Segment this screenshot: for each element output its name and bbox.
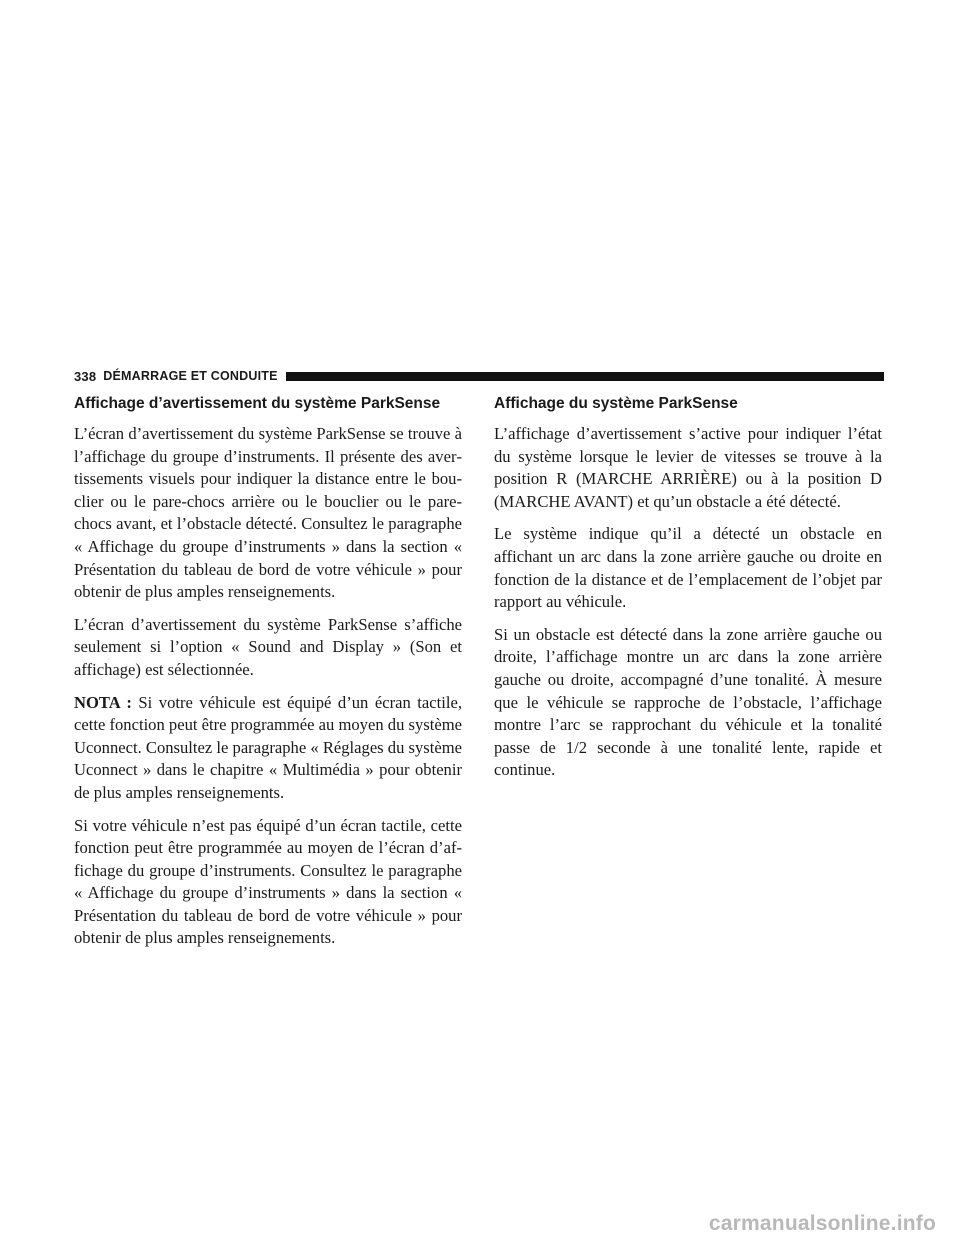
page-header <box>74 366 884 386</box>
left-column <box>74 394 462 960</box>
right-heading: Affichage du système ParkSense <box>494 395 738 412</box>
right-column <box>494 394 882 792</box>
right-paragraph-3: Si un obstacle est détecté dans la zone arrière gauche ou droite, l’affichage montre un arc dans la zone arrière gauche ou droite, accompagné d’une tonalité. À mesure que le véhicule se rapproche de l’obstacle, l’affichage montre l’arc se rapprochant du véhicule et la tonalité passe de 1/2 seconde à une tonalité lente, rapide et continue. <box>494 624 882 780</box>
nota-text: Si votre véhicule est équipé d’un écran tactile, cette fonction peut être programmée au moyen du système Uconnect. Consultez le paragraphe « Réglages du système Uconnect » dans le chapitre « Multimédia » pour obtenir de plus amples renseignements. <box>74 692 462 802</box>
left-paragraph-1: L’écran d’avertissement du système ParkSense se trouve à l’affichage du groupe d’instruments. Il présente des avertissements visuels pour indiquer la distance entre le bouclier ou le pare-chocs arrière ou le bouclier ou le pare-chocs avant, et l’obstacle détecté. Consultez le paragraphe « Affichage du groupe d’instruments » dans la section « Présentation du tableau de bord de votre véhicule » pour obtenir de plus amples renseignements. <box>74 424 462 602</box>
section-title: DÉMARRAGE ET CONDUITE <box>103 369 278 383</box>
page-number: 338 <box>74 368 97 384</box>
right-paragraph-1: L’affichage d’avertissement s’active pour indiquer l’état du système lorsque le levier de vitesses se trouve à la position R (MARCHE ARRIÈRE) ou à la position D (MARCHE AVANT) et qu’un obstacle a été détecté. <box>494 424 882 511</box>
right-paragraph-2: Le système indique qu’il a détecté un obstacle en affichant un arc dans la zone arrière gauche ou droite en fonction de la distance et de l’emplacement de l’objet par rapport au véhicule. <box>494 524 882 612</box>
header-rule <box>286 372 884 381</box>
watermark: carmanualsonline.info <box>708 1212 936 1235</box>
left-heading: Affichage d’avertissement du système ParkSense <box>74 395 441 412</box>
left-paragraph-2: L’écran d’avertissement du système ParkSense s’affiche seulement si l’option « Sound and Display » (Son et affichage) est sélectionnée. <box>74 614 462 679</box>
nota-label: NOTA : <box>74 692 132 712</box>
nota-paragraph <box>74 692 462 805</box>
left-paragraph-4: Si votre véhicule n’est pas équipé d’un écran tactile, cette fonction peut être programmée au moyen de l’écran d’affichage du groupe d’instruments. Consultez le paragraphe « Affichage du groupe d’instruments » dans la section « Présentation du tableau de bord de votre véhicule » pour obtenir de plus amples renseignements. <box>74 815 462 948</box>
